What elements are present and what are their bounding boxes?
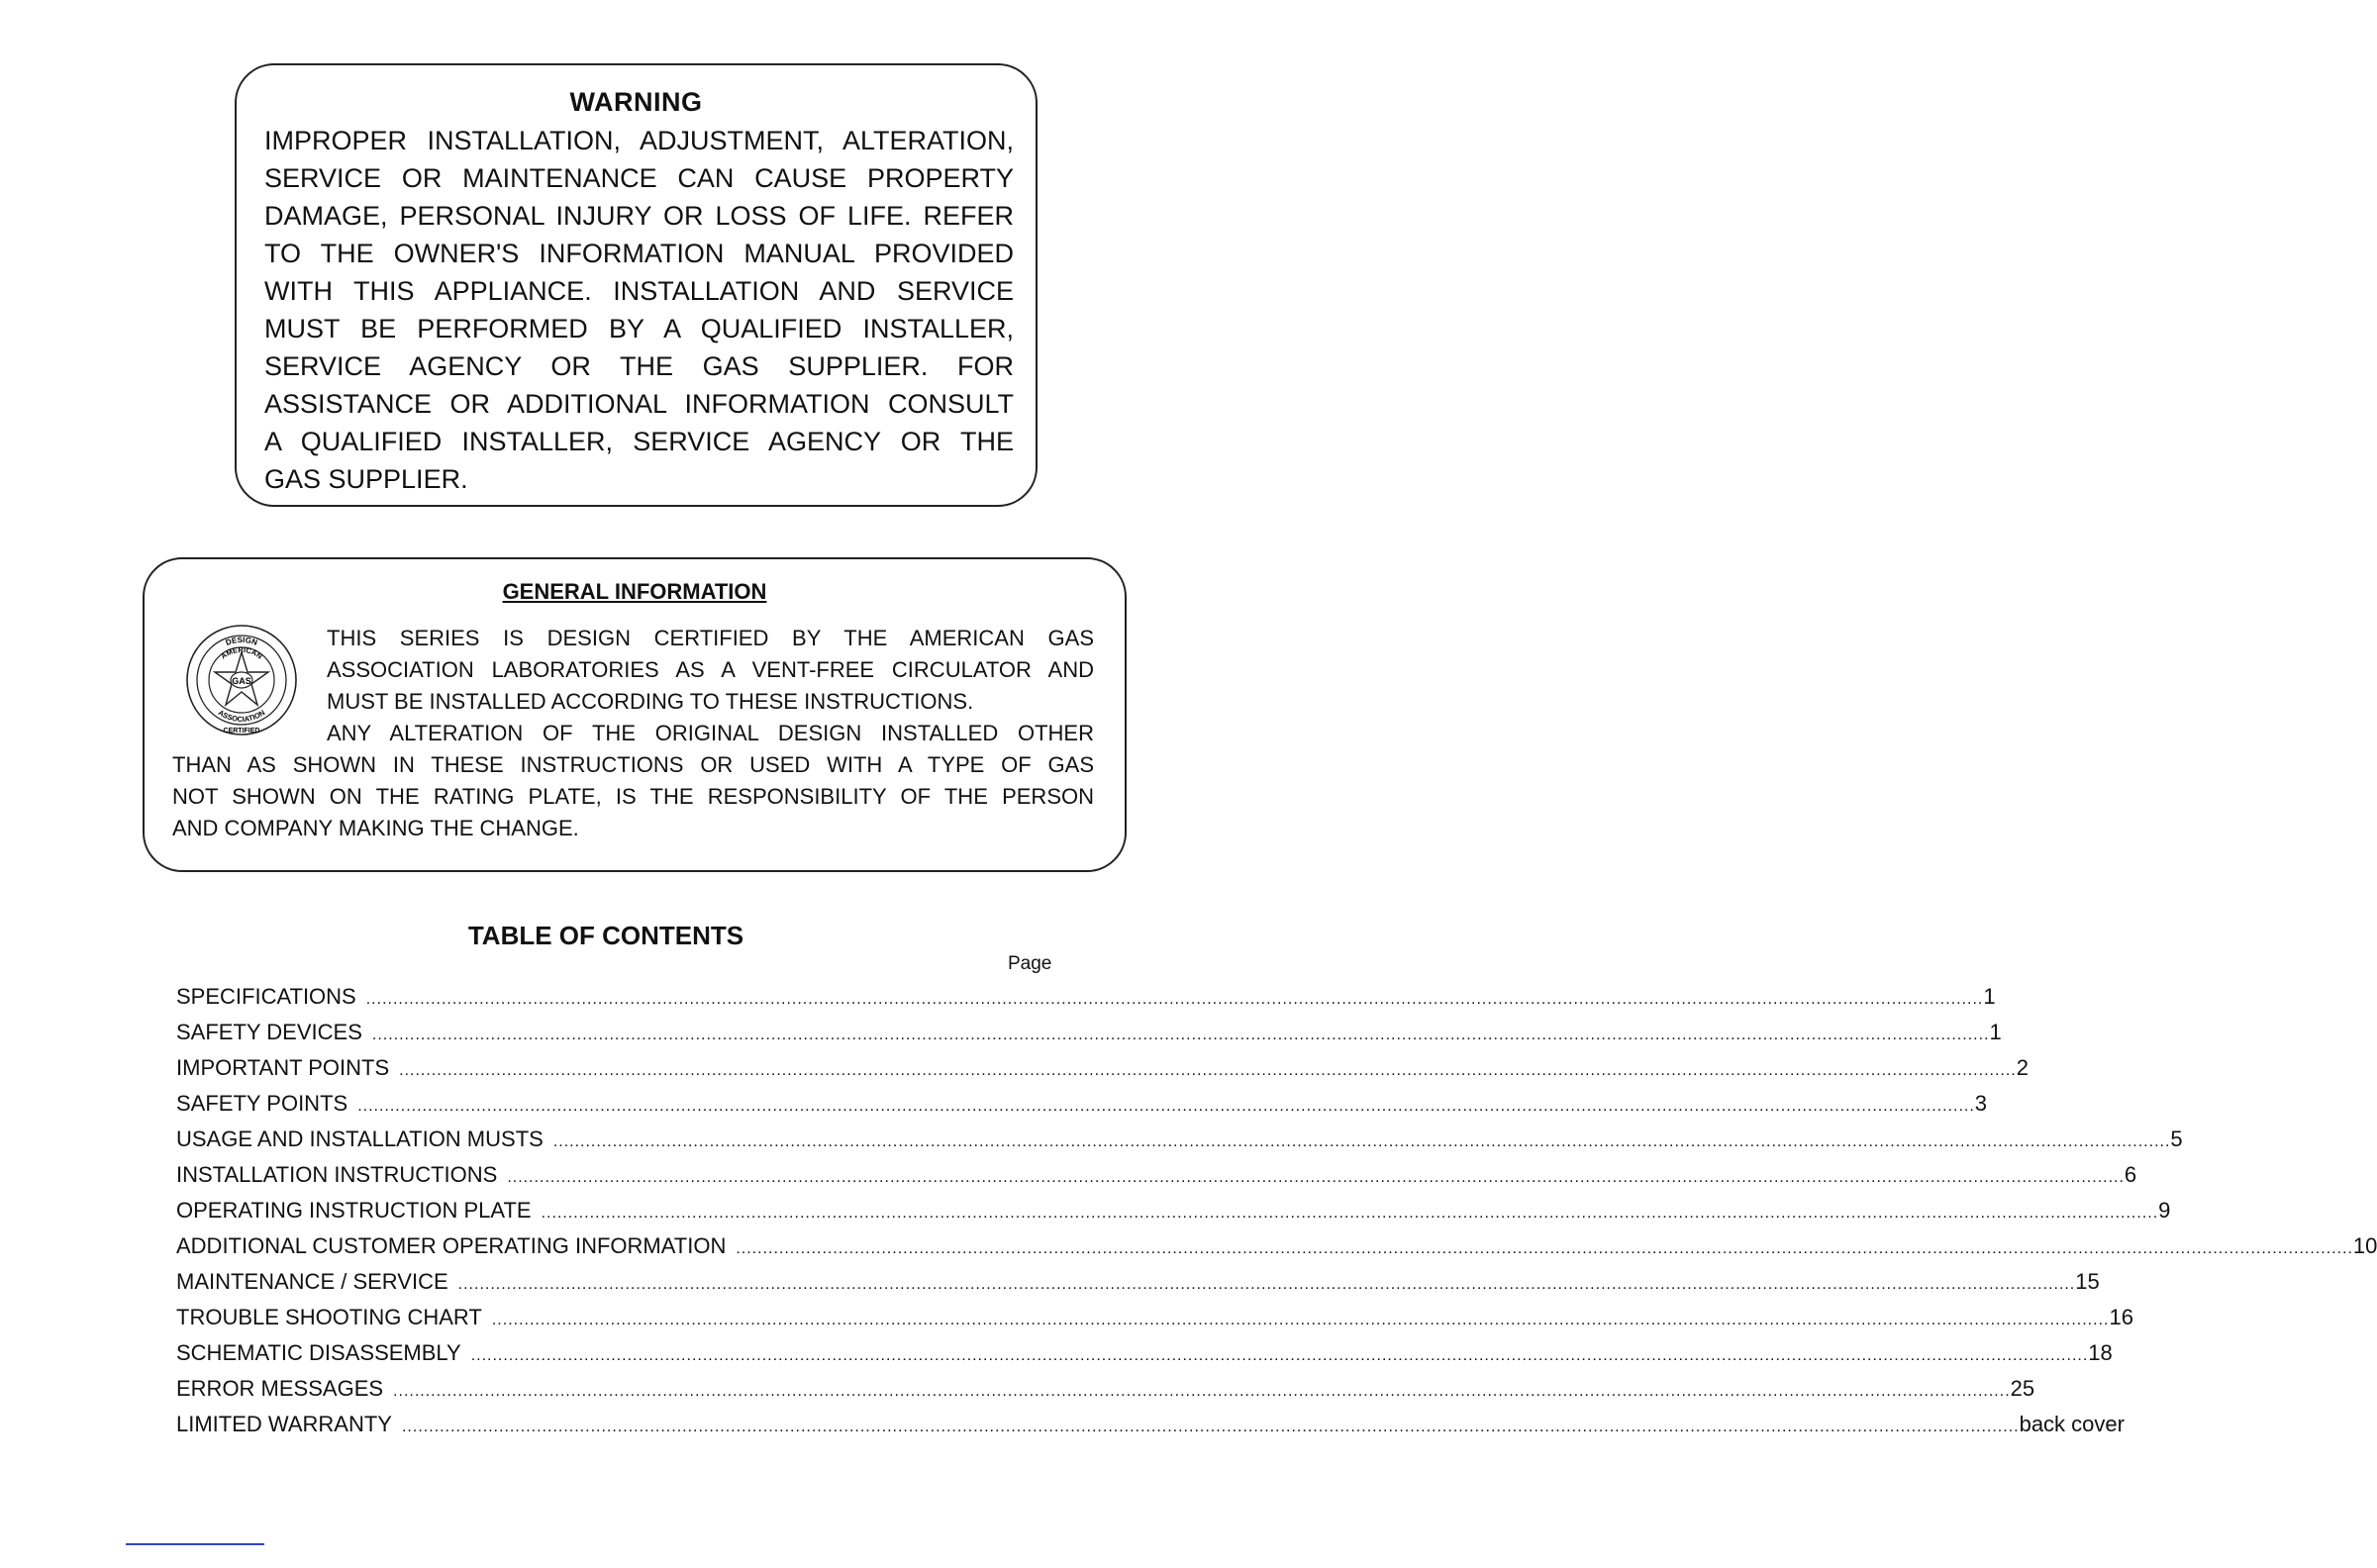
toc-entry-label: MAINTENANCE / SERVICE <box>176 1269 448 1294</box>
svg-text:AMERICAN <box>219 645 263 661</box>
toc-entry[interactable] <box>176 1198 2171 1233</box>
general-information-title: GENERAL INFORMATION <box>502 579 767 604</box>
toc-entry-label: TROUBLE SHOOTING CHART <box>176 1305 482 1329</box>
warning-line: DAMAGE, PERSONAL INJURY OR LOSS OF LIFE. REFER <box>264 201 1014 231</box>
toc-leader-dots: ............................................................................................................................................................................................................................................................................................................ <box>365 991 1984 1008</box>
warning-box <box>235 63 1038 507</box>
warning-line: SERVICE OR MAINTENANCE CAN CAUSE PROPERTY <box>264 163 1014 193</box>
general-info-line: ANY ALTERATION OF THE ORIGINAL DESIGN INSTALLED OTHER <box>327 721 1094 745</box>
toc-leader-dots: ............................................................................................................................................................................................................................................................................................................ <box>552 1133 2171 1150</box>
footer-rule <box>126 1543 264 1545</box>
toc-entry-page: 3 <box>1974 1091 1988 1116</box>
toc-leader-dots: ............................................................................................................................................................................................................................................................................................................ <box>736 1240 2353 1257</box>
toc-entry-label: SAFETY POINTS <box>176 1091 348 1116</box>
aga-design-certified-seal-icon <box>182 621 301 739</box>
toc-entry[interactable] <box>176 1091 1988 1127</box>
toc-entry-label: SPECIFICATIONS <box>176 984 356 1009</box>
general-info-line: MUST BE INSTALLED ACCORDING TO THESE INSTRUCTIONS. <box>327 689 974 714</box>
warning-title: WARNING <box>569 87 703 117</box>
toc-leader-dots: ............................................................................................................................................................................................................................................................................................................ <box>393 1383 2011 1400</box>
warning-line: SERVICE AGENCY OR THE GAS SUPPLIER. FOR <box>264 351 1014 381</box>
toc-entry[interactable] <box>176 1127 2183 1162</box>
general-info-line: ASSOCIATION LABORATORIES AS A VENT-FREE CIRCULATOR AND <box>327 657 1094 682</box>
toc-entry[interactable] <box>176 1376 2035 1412</box>
warning-line: ASSISTANCE OR ADDITIONAL INFORMATION CONSULT <box>264 389 1014 419</box>
toc-entry-label: OPERATING INSTRUCTION PLATE <box>176 1198 532 1223</box>
toc-entry-label: SAFETY DEVICES <box>176 1020 362 1044</box>
toc-entry[interactable] <box>176 1020 2002 1055</box>
toc-entry-page: 10 <box>2352 1233 2377 1258</box>
toc-entry-page: 1 <box>1983 984 1996 1009</box>
toc-entry-label: INSTALLATION INSTRUCTIONS <box>176 1162 498 1187</box>
toc-entry-label: USAGE AND INSTALLATION MUSTS <box>176 1127 544 1151</box>
toc-leader-dots: ............................................................................................................................................................................................................................................................................................................ <box>507 1169 2125 1186</box>
seal-top-text: DESIGN <box>224 635 259 647</box>
toc-entry[interactable] <box>176 1269 2100 1305</box>
toc-leader-dots: ............................................................................................................................................................................................................................................................................................................ <box>371 1027 1990 1043</box>
seal-american-text: AMERICAN <box>219 644 264 661</box>
seal-gas-text: GAS <box>232 676 251 686</box>
toc-entry-page: 18 <box>2088 1340 2113 1365</box>
warning-line: TO THE OWNER'S INFORMATION MANUAL PROVIDED <box>264 239 1014 268</box>
toc-entry[interactable] <box>176 1162 2137 1198</box>
seal-association-text: ASSOCIATION <box>216 708 267 725</box>
toc-entry-label: ERROR MESSAGES <box>176 1376 384 1401</box>
toc-entry-label: IMPORTANT POINTS <box>176 1055 390 1080</box>
general-info-line: AND COMPANY MAKING THE CHANGE. <box>172 816 579 840</box>
warning-line: WITH THIS APPLIANCE. INSTALLATION AND SERVICE <box>264 276 1014 306</box>
toc-entry-page: 25 <box>2010 1376 2035 1401</box>
toc-entry[interactable] <box>176 984 1996 1020</box>
toc-leader-dots: ............................................................................................................................................................................................................................................................................................................ <box>541 1205 2159 1222</box>
toc-title: TABLE OF CONTENTS <box>467 921 744 950</box>
toc-leader-dots: ............................................................................................................................................................................................................................................................................................................ <box>401 1419 2020 1435</box>
seal-certified-text: CERTIFIED <box>223 728 260 735</box>
toc-leader-dots: ............................................................................................................................................................................................................................................................................................................ <box>457 1276 2076 1293</box>
toc-entry-label: LIMITED WARRANTY <box>176 1412 392 1436</box>
general-info-line: THIS SERIES IS DESIGN CERTIFIED BY THE AMERICAN GAS <box>327 626 1094 650</box>
toc-leader-dots: ............................................................................................................................................................................................................................................................................................................ <box>357 1098 1975 1115</box>
toc-leader-dots: ............................................................................................................................................................................................................................................................................................................ <box>491 1312 2110 1328</box>
toc-entry[interactable] <box>176 1233 2377 1269</box>
warning-line: GAS SUPPLIER. <box>264 464 468 494</box>
toc-entry-label: ADDITIONAL CUSTOMER OPERATING INFORMATION <box>176 1233 727 1258</box>
toc-entry-page: 16 <box>2109 1305 2133 1329</box>
toc-list <box>176 984 2377 1447</box>
toc-leader-dots: ............................................................................................................................................................................................................................................................................................................ <box>470 1347 2089 1364</box>
toc-leader-dots: ............................................................................................................................................................................................................................................................................................................ <box>399 1062 2017 1079</box>
toc-entry-page: 9 <box>2158 1198 2171 1223</box>
toc-entry-page: 2 <box>2016 1055 2029 1080</box>
warning-line: A QUALIFIED INSTALLER, SERVICE AGENCY OR THE <box>264 427 1014 456</box>
toc-entry-page: back cover <box>2019 1412 2125 1436</box>
toc-entry-page: 6 <box>2124 1162 2137 1187</box>
general-information-box <box>143 557 1127 872</box>
toc-entry-page: 1 <box>1989 1020 2002 1044</box>
toc-entry[interactable] <box>176 1305 2133 1340</box>
warning-line: IMPROPER INSTALLATION, ADJUSTMENT, ALTERATION, <box>264 126 1014 155</box>
toc-entry-page: 5 <box>2170 1127 2183 1151</box>
toc-entry[interactable] <box>176 1412 2125 1447</box>
general-info-line: NOT SHOWN ON THE RATING PLATE, IS THE RESPONSIBILITY OF THE PERSON <box>172 784 1094 809</box>
general-info-line: THAN AS SHOWN IN THESE INSTRUCTIONS OR USED WITH A TYPE OF GAS <box>172 752 1094 777</box>
toc-entry[interactable] <box>176 1055 2029 1091</box>
toc-entry[interactable] <box>176 1340 2113 1376</box>
warning-line: MUST BE PERFORMED BY A QUALIFIED INSTALLER, <box>264 314 1014 343</box>
toc-entry-page: 15 <box>2075 1269 2100 1294</box>
toc-entry-label: SCHEMATIC DISASSEMBLY <box>176 1340 461 1365</box>
toc-page-label: Page <box>1008 953 1052 974</box>
